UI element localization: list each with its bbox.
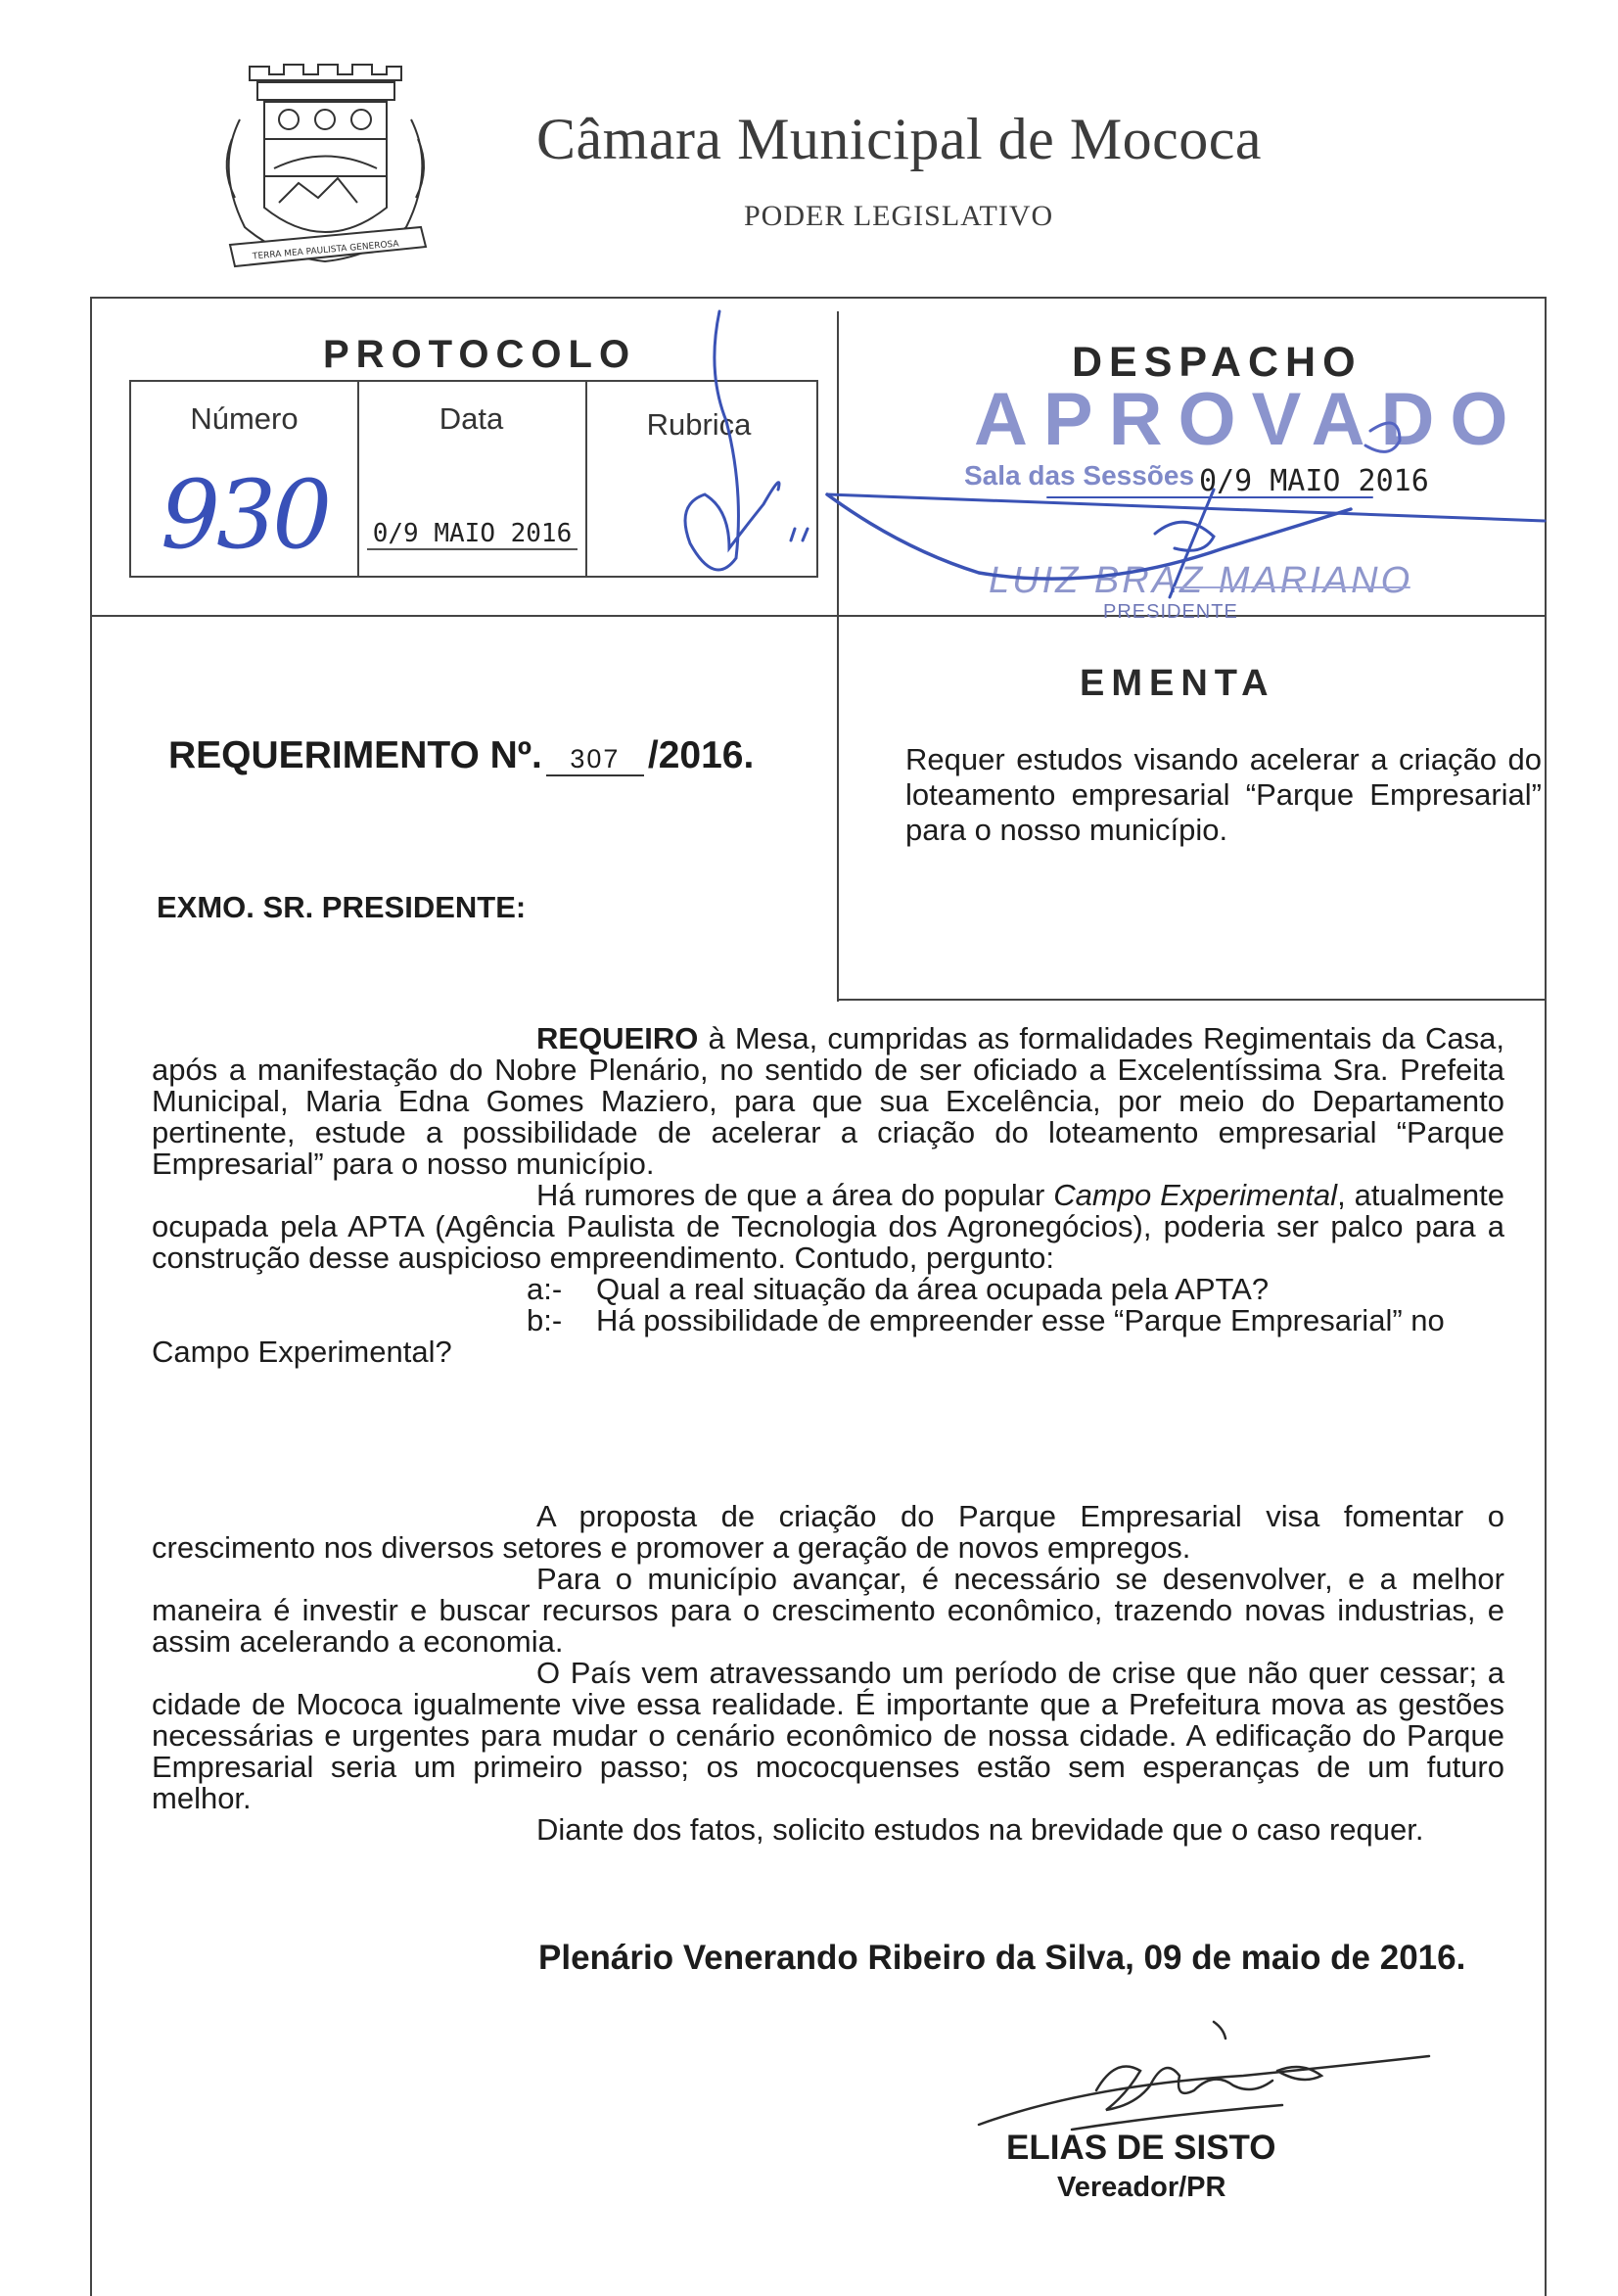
protocolo-title: PROTOCOLO [323, 333, 637, 376]
ementa-title: EMENTA [1080, 663, 1275, 704]
protocolo-table [129, 380, 818, 578]
column-divider [837, 311, 839, 1002]
numero-header: Número [190, 401, 299, 436]
requerimento-title [168, 734, 754, 777]
crest-motto: TERRA MEA PAULISTA GENEROSA [252, 239, 400, 262]
sala-sessoes-label: Sala das Sessões [964, 460, 1195, 491]
ementa-bottom-divider [837, 999, 1545, 1001]
protocolo-numero-cell [131, 382, 359, 576]
requeiro-keyword: REQUEIRO [536, 1021, 699, 1055]
signatory-name: ELIAS DE SISTO [1006, 2129, 1276, 2167]
paragraph-diante: Diante dos fatos, solicito estudos na brevidade que o caso requer. [536, 1812, 1424, 1847]
protocol-number: 930 [161, 460, 329, 570]
closing-place-date: Plenário Venerando Ribeiro da Silva, 09 de maio de 2016. [538, 1939, 1466, 1977]
salutation: EXMO. SR. PRESIDENTE: [157, 890, 527, 924]
question-a [152, 1274, 1504, 1305]
data-header: Data [439, 401, 504, 436]
question-b-continuation: Campo Experimental? [152, 1335, 452, 1369]
question-a-text: Qual a real situação da área ocupada pela APTA? [596, 1272, 1270, 1306]
paragraph-pais: O País vem atravessando um período de crise que não quer cessar; a cidade de Mococa igualmente vive essa realidade. É importante que a Prefeitura mova as gestões necessárias e urgentes para mudar o cenário econômico de nossa cidade. A edificação do Parque Empresarial seria um primeiro passo; os mococquenses estão sem esperanças de um futuro melhor. [152, 1656, 1504, 1815]
institution-name: Câmara Municipal de Mococa [536, 107, 1263, 171]
approved-stamp: APROVADO [974, 378, 1524, 461]
branch-name: PODER LEGISLATIVO [744, 200, 1054, 232]
ementa-text: Requer estudos visando acelerar a criação do loteamento empresarial “Parque Empresarial” para o nosso município. [905, 742, 1542, 847]
rumores-text-b: , atualmente ocupada pela APTA (Agência Paulista de Tecnologia dos Agronegócios), poderia ser palco para a construção desse auspicioso empreendimento. Contudo, pergunto: [152, 1178, 1504, 1275]
despacho-title: DESPACHO [1072, 339, 1363, 386]
campo-experimental-italic: Campo Experimental [1053, 1178, 1338, 1212]
requerimento-number: 307 [546, 744, 644, 776]
paragraph-rumores [152, 1180, 1504, 1274]
paragraph-municipio: Para o município avançar, é necessário se desenvolver, e a melhor maneira é investir e buscar recursos para o crescimento econômico, trazendo novas industrias, e assim acelerando a economia. [152, 1562, 1504, 1659]
question-b [152, 1305, 1504, 1336]
president-role: PRESIDENTE [1103, 601, 1238, 623]
requeiro-text: à Mesa, cumpridas as formalidades Regimentais da Casa, após a manifestação do Nobre Plenário, no sentido de ser oficiado a Excelentíssima Sra. Prefeita Municipal, Maria Edna Gomes Maziero, para que sua Excelência, por meio do Departamento pertinente, estude a possibilidade de acelerar a criação do loteamento empresarial “Parque Empresarial” para o nosso município. [152, 1021, 1504, 1181]
protocolo-data-cell [357, 382, 587, 576]
body-section-1 [152, 1023, 1504, 1368]
sala-sessoes-date: 0/9 MAIO 2016 [1199, 464, 1429, 498]
protocol-date: 0/9 MAIO 2016 [367, 519, 578, 550]
row-divider [90, 615, 1545, 617]
protocolo-rubrica-cell [585, 382, 812, 576]
question-b-label: b:- [527, 1303, 563, 1337]
signatory-role: Vereador/PR [1057, 2172, 1226, 2203]
requerimento-prefix: REQUERIMENTO Nº. [168, 734, 542, 776]
requerimento-year: /2016. [647, 734, 755, 776]
question-b-text: Há possibilidade de empreender esse “Parque Empresarial” no [596, 1303, 1445, 1337]
question-a-label: a:- [527, 1272, 563, 1306]
municipal-crest-icon [210, 61, 436, 291]
rumores-text-a: Há rumores de que a área do popular [536, 1178, 1054, 1212]
paragraph-requeiro [152, 1023, 1504, 1180]
body-section-2 [152, 1501, 1504, 1846]
rubrica-header: Rubrica [646, 407, 752, 442]
paragraph-proposta: A proposta de criação do Parque Empresarial visa fomentar o crescimento nos diversos setores e promover a geração de novos empregos. [152, 1499, 1504, 1565]
president-name: LUIZ BRAZ MARIANO [989, 560, 1413, 601]
